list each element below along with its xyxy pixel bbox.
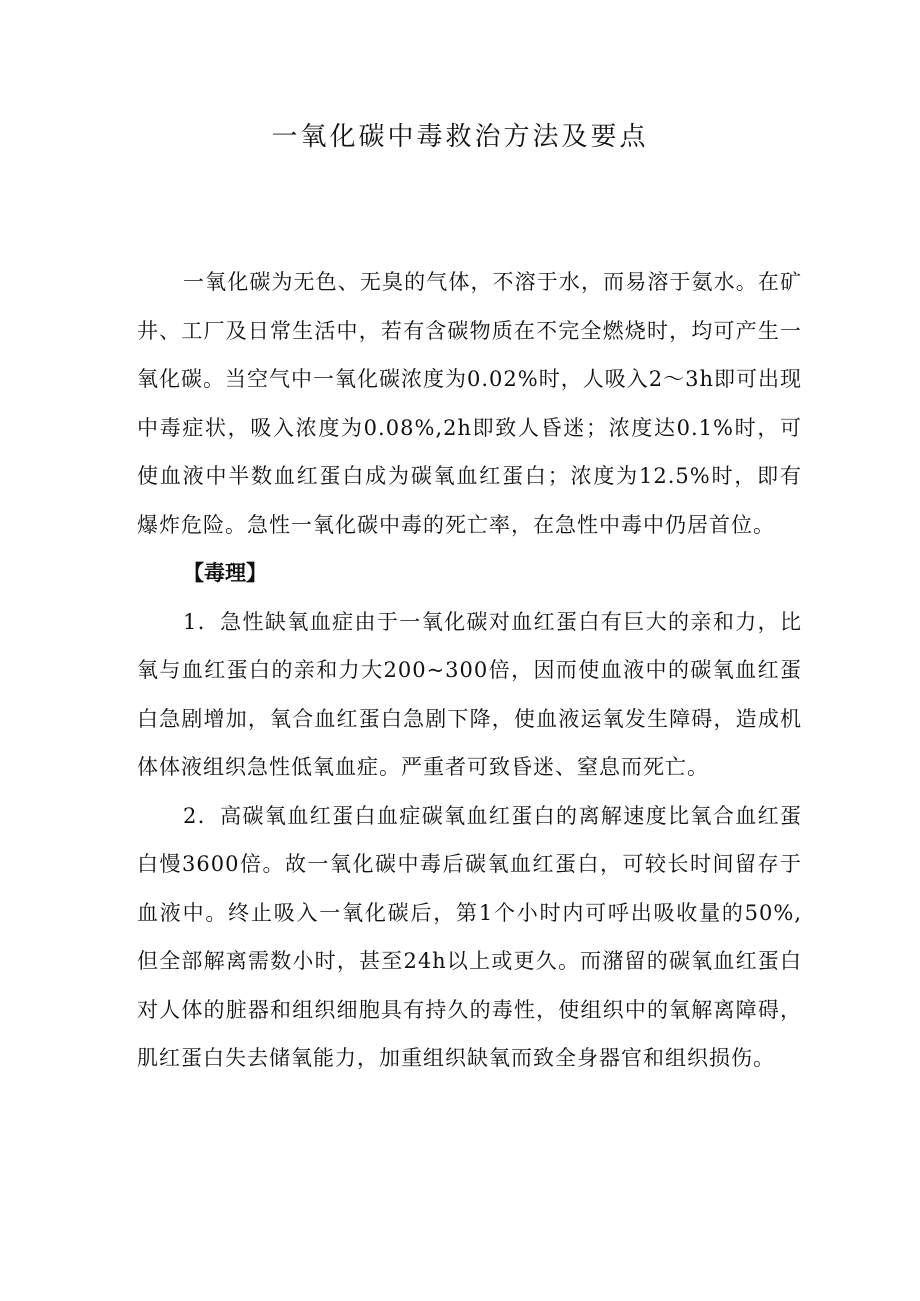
intro-paragraph: 一氧化碳为无色、无臭的气体，不溶于水，而易溶于氨水。在矿井、工厂及日常生活中，若有含碳物质在不完全燃烧时，均可产生一氧化碳。当空气中一氧化碳浓度为0.02%时，人吸入2～3h即可出现中毒症状，吸入浓度为0.08%,2h即致人昏迷；浓度达0.1%时，可使血液中半数血红蛋白成为碳氧血红蛋白；浓度为12.5%时，即有爆炸危险。急性一氧化碳中毒的死亡率，在急性中毒中仍居首位。 <box>137 270 802 537</box>
section-heading-toxicology: 【毒理】 <box>183 561 267 585</box>
toxicology-point-2: 2．高碳氧血红蛋白血症碳氧血红蛋白的离解速度比氧合血红蛋白慢3600倍。故一氧化碳中毒后碳氧血红蛋白，可较长时间留存于血液中。终止吸入一氧化碳后，第1个小时内可呼出吸收量的50%,但全部解离需数小时，甚至24h以上或更久。而潴留的碳氧血红蛋白对人体的脏器和组织细胞具有持久的毒性，使组织中的氧解离障碍，肌红蛋白失去储氧能力，加重组织缺氧而致全身器官和组织损伤。 <box>137 803 802 1070</box>
toxicology-point-1: 1．急性缺氧血症由于一氧化碳对血红蛋白有巨大的亲和力，比氧与血红蛋白的亲和力大200~300倍，因而使血液中的碳氧血红蛋白急剧增加，氧合血红蛋白急剧下降，使血液运氧发生障碍，造成机体体液组织急性低氧血症。严重者可致昏迷、窒息而死亡。 <box>137 609 802 779</box>
document-body <box>137 258 802 1083</box>
document-title: 一氧化碳中毒救治方法及要点 <box>271 122 649 152</box>
